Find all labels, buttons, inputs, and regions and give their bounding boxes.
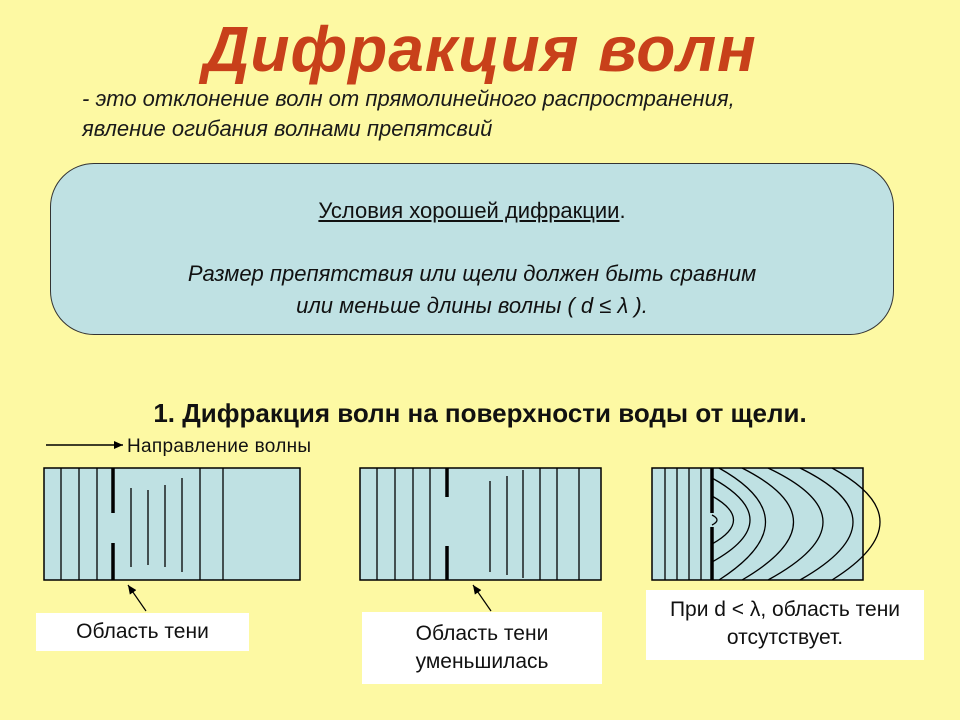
panel-1-pointer-arrow (128, 585, 146, 611)
definition-line-2: явление огибания волнами препятсвий (82, 116, 493, 141)
panel-1-water (44, 468, 300, 580)
panel-1-label (36, 613, 249, 651)
panel-3-label-line-2: отсутствует. (726, 626, 844, 649)
panel-3-label-line-1: При d < λ, область тени (669, 598, 901, 621)
panel-2-diagram (360, 468, 601, 611)
panel-2-label-line-2: уменьшилась (415, 650, 549, 673)
panel-2-pointer-arrow (473, 585, 491, 611)
wave-direction-label: Направление волны (127, 436, 312, 457)
section-title: 1. Дифракция волн на поверхности воды от щели. (153, 398, 807, 428)
conditions-line-1: Размер препятствия или щели должен быть сравним (187, 261, 757, 286)
panel-3-water (652, 468, 863, 580)
panel-3-diagram (652, 468, 880, 580)
slide-title: Дифракция волн (203, 13, 757, 85)
panel-2-water (360, 468, 601, 580)
conditions-heading-suffix: . (619, 198, 626, 223)
panel-3-label (646, 590, 924, 660)
panel-2-label-line-1: Область тени (415, 622, 549, 645)
definition-line-1: - это отклонение волн от прямолинейного распространения, (82, 86, 735, 111)
panel-2-label (362, 612, 602, 684)
conditions-heading-text: Условия хорошей дифракции (318, 198, 620, 223)
panel-1-diagram (44, 468, 300, 611)
conditions-line-2: или меньше длины волны ( d ≤ λ ). (296, 293, 648, 318)
panel-1-label-line-1: Область тени (76, 620, 209, 643)
